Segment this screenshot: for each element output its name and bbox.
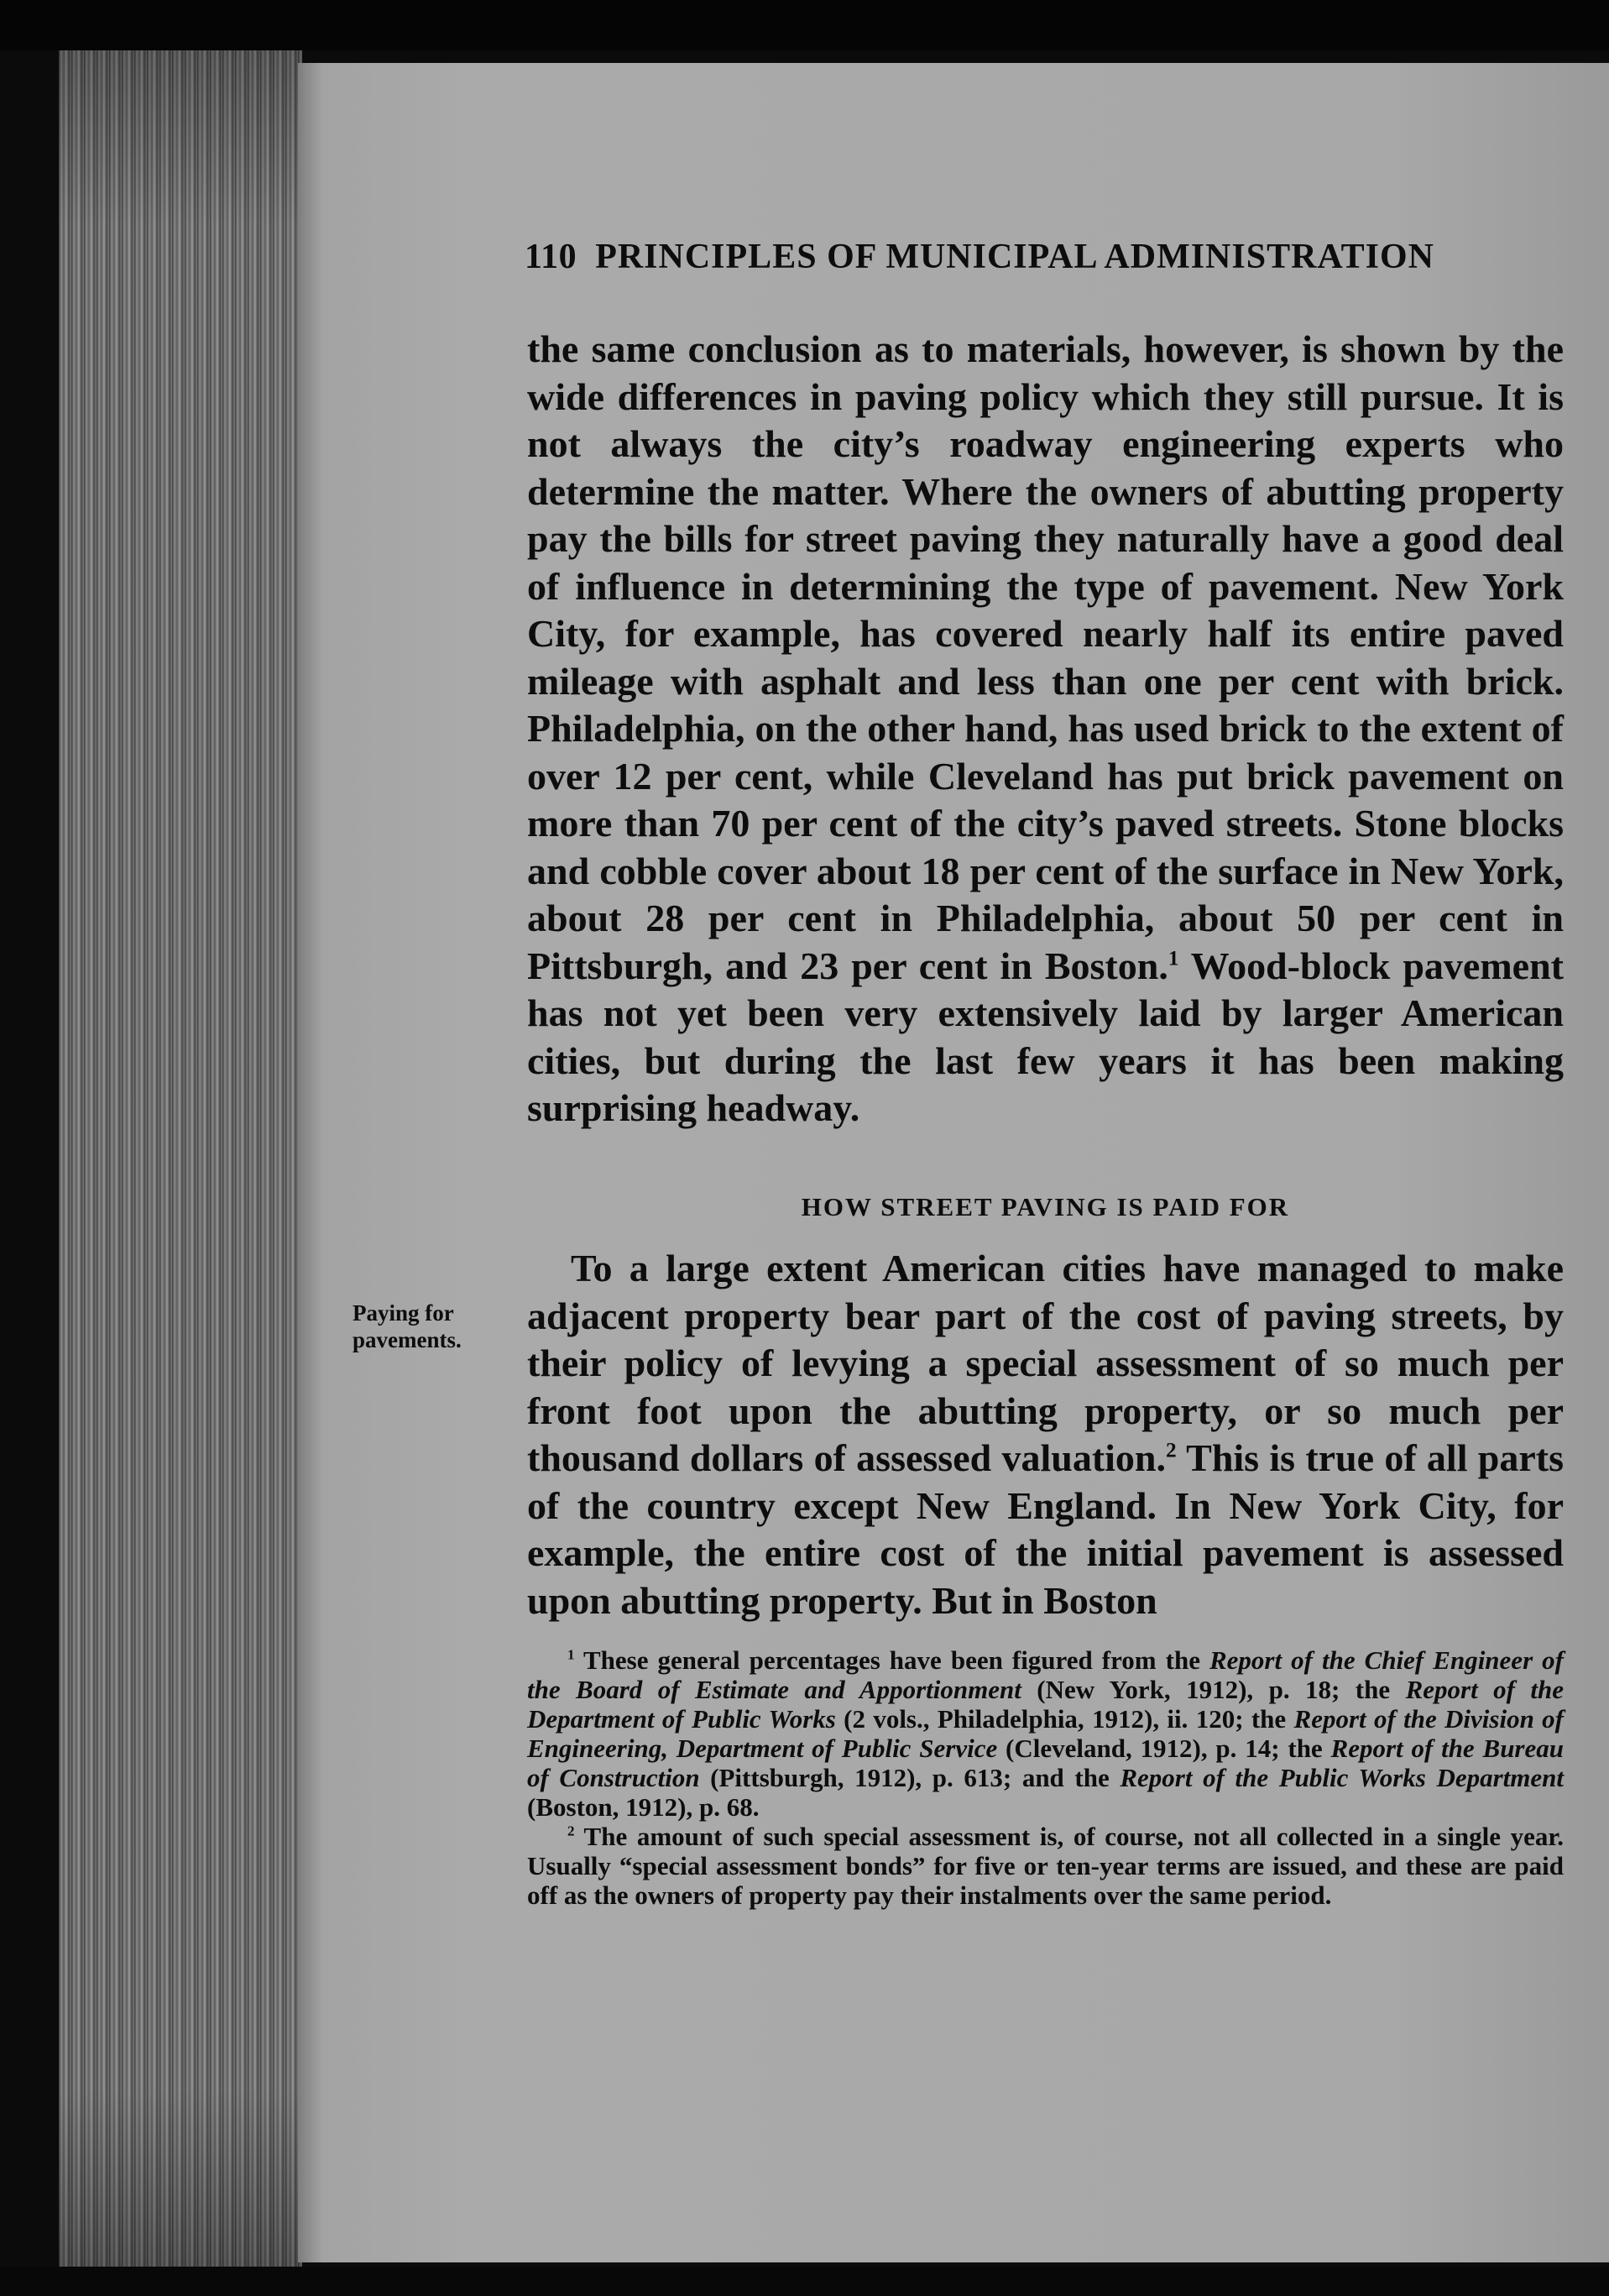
paragraph-text-continued: This is true of all parts of the country except New England. In New York City, for example, the entire cost of the initial pavement is assessed upon abutting property. But in Boston: [527, 1436, 1564, 1622]
paragraph-paving-policy: [527, 326, 1564, 1132]
scan-border-top: [0, 0, 1609, 50]
stacked-page-edges: [59, 50, 302, 2267]
footnote-text: The amount of such special assessment is, of course, not all collected in a single year. Usually “special assessment bonds” for five or ten-year terms are issued, and these are paid off as the owners of property pay their instalments over the same period.: [527, 1822, 1564, 1910]
report-title: Report of the Bureau of Construction: [527, 1734, 1564, 1792]
footnote-text: (Pittsburgh, 1912), p. 613; and the: [699, 1763, 1121, 1792]
running-head: [525, 237, 1565, 277]
footnote-text: These general percentages have been figured from the: [574, 1645, 1209, 1675]
footnote-2: [527, 1822, 1564, 1910]
paragraph-text: the same conclusion as to materials, however, is shown by the wide differences in paving policy which they still pursue. It is not always the city’s roadway engineering experts who determine the matter. Where the owners of abutting property pay the bills for street paving they naturally have a good deal of influence in determining the type of pavement. New York City, for example, has covered nearly half its entire paved mileage with asphalt and less than one per cent with brick. Philadelphia, on the other hand, has used brick to the extent of over 12 per cent, while Cleveland has put brick pavement on more than 70 per cent of the city’s paved streets. Stone blocks and cobble cover about 18 per cent of the surface in New York, about 28 per cent in Philadelphia, about 50 per cent in Pittsburgh, and 23 per cent in Boston.: [527, 327, 1564, 987]
footnote-text: (2 vols., Philadelphia, 1912), ii. 120; the: [835, 1704, 1294, 1734]
footnote-1: [527, 1645, 1564, 1822]
footnote-marker: 2: [567, 1823, 575, 1839]
page-number: 110: [525, 238, 577, 276]
footnote-text: (Boston, 1912), p. 68.: [527, 1792, 760, 1822]
footnote-text: (Cleveland, 1912), p. 14; the: [997, 1734, 1331, 1763]
report-title: Report of the Division of Engineering, Department of Public Service: [527, 1704, 1564, 1763]
report-title: Report of the Chief Engineer of the Board of Estimate and Apportionment: [527, 1645, 1564, 1704]
section-heading: HOW STREET PAVING IS PAID FOR: [801, 1192, 1290, 1221]
report-title: Report of the Department of Public Works: [527, 1675, 1564, 1734]
scan-border-bottom: [0, 2267, 1609, 2296]
footnote-text: (New York, 1912), p. 18; the: [1021, 1675, 1406, 1704]
paragraph-special-assessment: [527, 1245, 1564, 1624]
footnote-ref[interactable]: 1: [1168, 946, 1179, 970]
margin-note: Paying for pavements.: [353, 1300, 462, 1352]
report-title: Report of the Public Works Department: [1120, 1763, 1564, 1792]
footnotes: [527, 1645, 1564, 1910]
paragraph-text: To a large extent American cities have managed to make adjacent property bear part of the cost of paving streets, by their policy of levying a special assessment of so much per front foot upon the abutting property, or so much per thousand dollars of assessed valuation.: [527, 1247, 1564, 1479]
footnote-marker: 1: [567, 1646, 575, 1663]
footnote-ref[interactable]: 2: [1166, 1438, 1177, 1462]
running-title: PRINCIPLES OF MUNICIPAL ADMINISTRATION: [595, 238, 1435, 276]
paragraph-text-continued: Wood-block pavement has not yet been very extensively laid by larger American cities, but during the last few years it has been making surprising headway.: [527, 944, 1564, 1129]
